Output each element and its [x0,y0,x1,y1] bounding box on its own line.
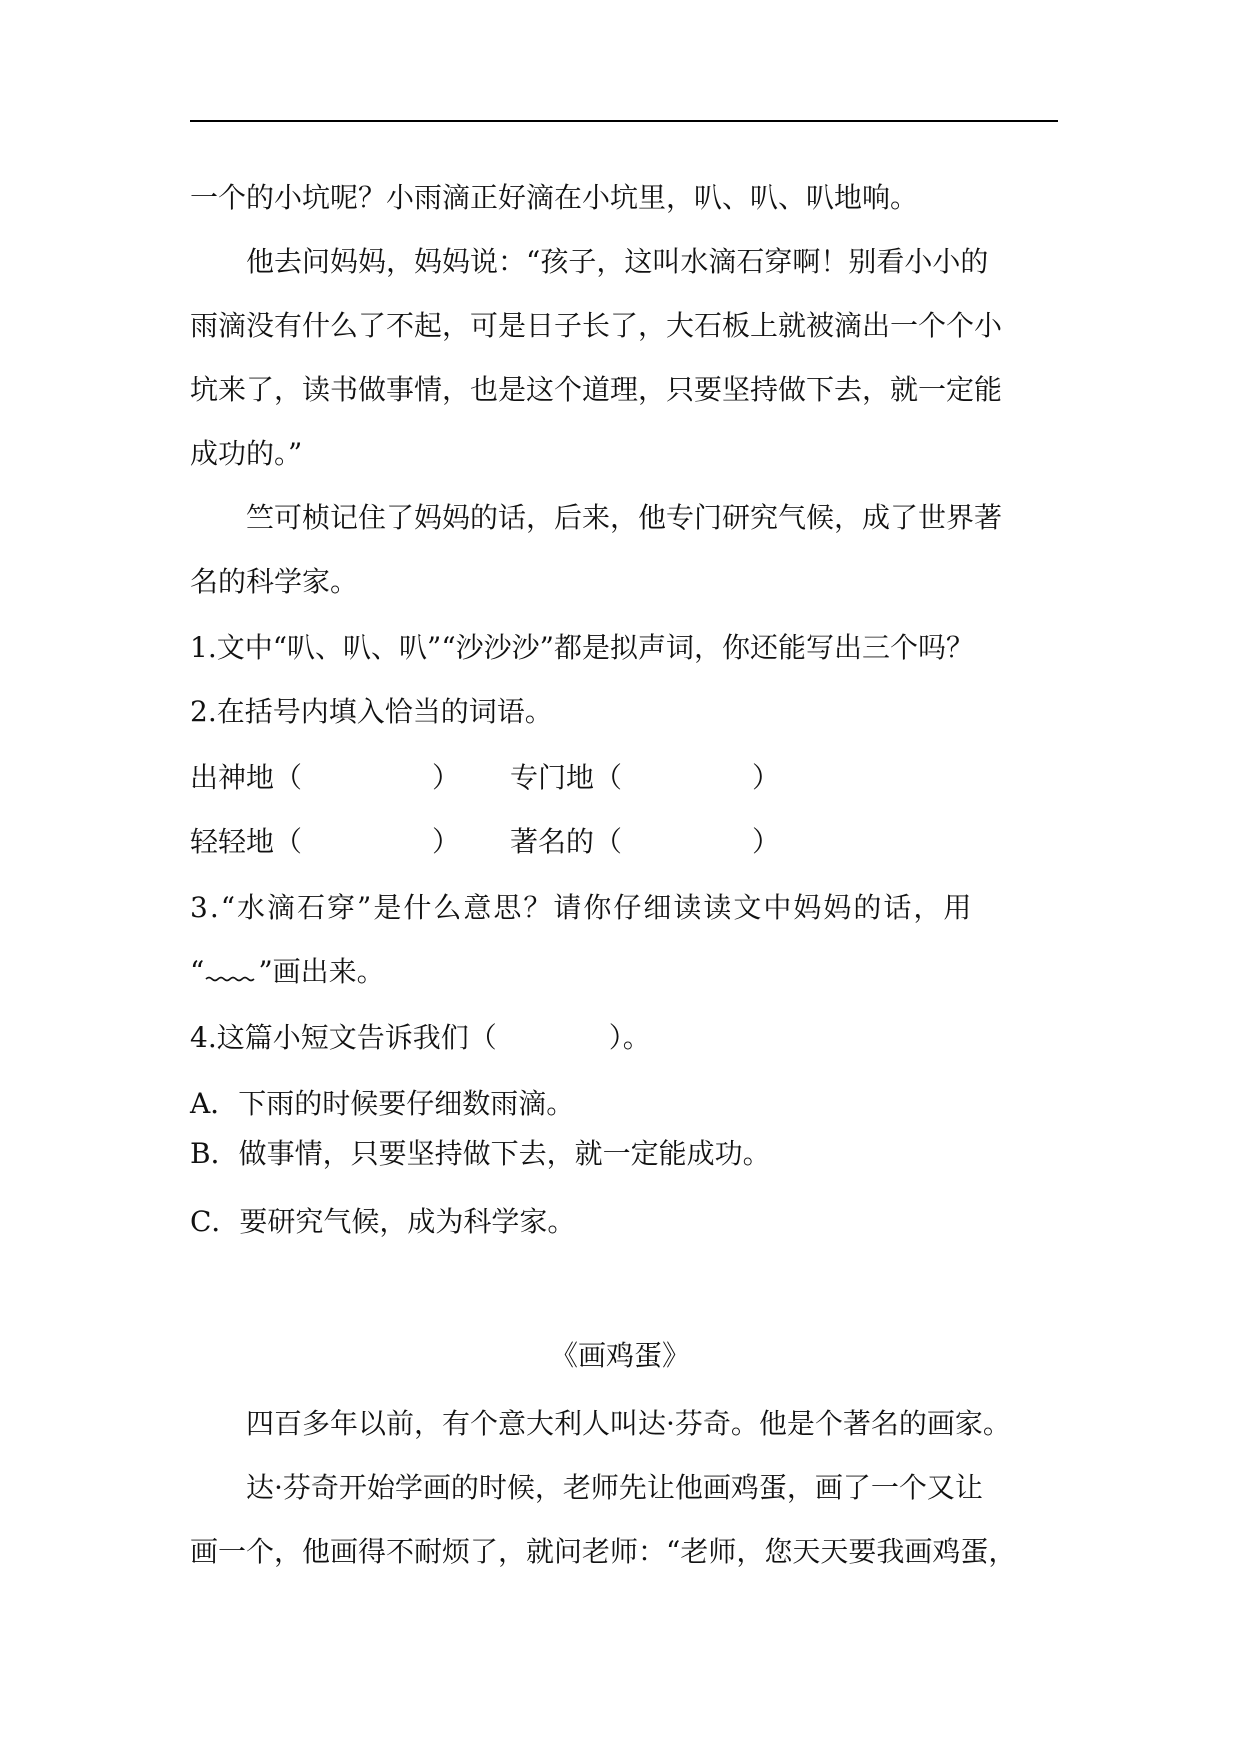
passage-line: 成功的。” [190,437,303,470]
close-paren: ） [432,825,461,858]
fill-row-2b [510,822,910,862]
question-2: 2.在括号内填入恰当的词语。 [190,695,553,728]
close-paren: ） [432,761,461,794]
option-b: B．做事情，只要坚持做下去，就一定能成功。 [190,1137,771,1170]
passage-line: 名的科学家。 [190,565,359,598]
question-3-cont [190,952,1070,992]
open-quote: “ [190,955,205,988]
header-rule [190,120,1058,122]
passage-line: 雨滴没有什么了不起，可是日子长了，大石板上就被滴出一个个小 [190,309,1003,342]
passage-title: 《画鸡蛋》 [549,1339,690,1372]
question-1: 1.文中“叭、叭、叭”“沙沙沙”都是拟声词，你还能写出三个吗？ [190,631,974,664]
option-a: A．下雨的时候要仔细数雨滴。 [190,1087,575,1120]
question-3: 3.“水滴石穿”是什么意思？请你仔细读读文中妈妈的话，用 [190,891,974,924]
fill-word: 轻轻地 [190,825,275,858]
fill-row-1b [510,758,910,798]
close-paren: ） [752,825,781,858]
open-paren: （ [594,761,623,794]
passage-line: 四百多年以前，有个意大利人叫达·芬奇。他是个著名的画家。 [246,1407,1011,1440]
question-3-rest: ”画出来。 [258,955,385,988]
wavy-line-icon [204,965,258,985]
question-4: 4.这篇小短文告诉我们（ ）。 [190,1021,651,1054]
passage-line: 竺可桢记住了妈妈的话，后来，他专门研究气候，成了世界著 [246,501,1003,534]
fill-word: 出神地 [190,761,275,794]
passage-line: 一个的小坑呢？小雨滴正好滴在小坑里，叭、叭、叭地响。 [190,181,919,214]
fill-word: 著名的 [510,825,595,858]
open-paren: （ [274,761,303,794]
open-paren: （ [594,825,623,858]
passage-line: 达·芬奇开始学画的时候，老师先让他画鸡蛋，画了一个又让 [246,1471,983,1504]
option-c: C．要研究气候，成为科学家。 [190,1205,576,1238]
passage-line: 画一个，他画得不耐烦了，就问老师：“老师，您天天要我画鸡蛋， [190,1535,1017,1568]
passage-line: 他去问妈妈，妈妈说：“孩子，这叫水滴石穿啊！别看小小的 [246,245,989,278]
close-paren: ） [752,761,781,794]
fill-word: 专门地 [510,761,595,794]
passage-line: 坑来了，读书做事情，也是这个道理，只要坚持做下去，就一定能 [190,373,1003,406]
open-paren: （ [274,825,303,858]
